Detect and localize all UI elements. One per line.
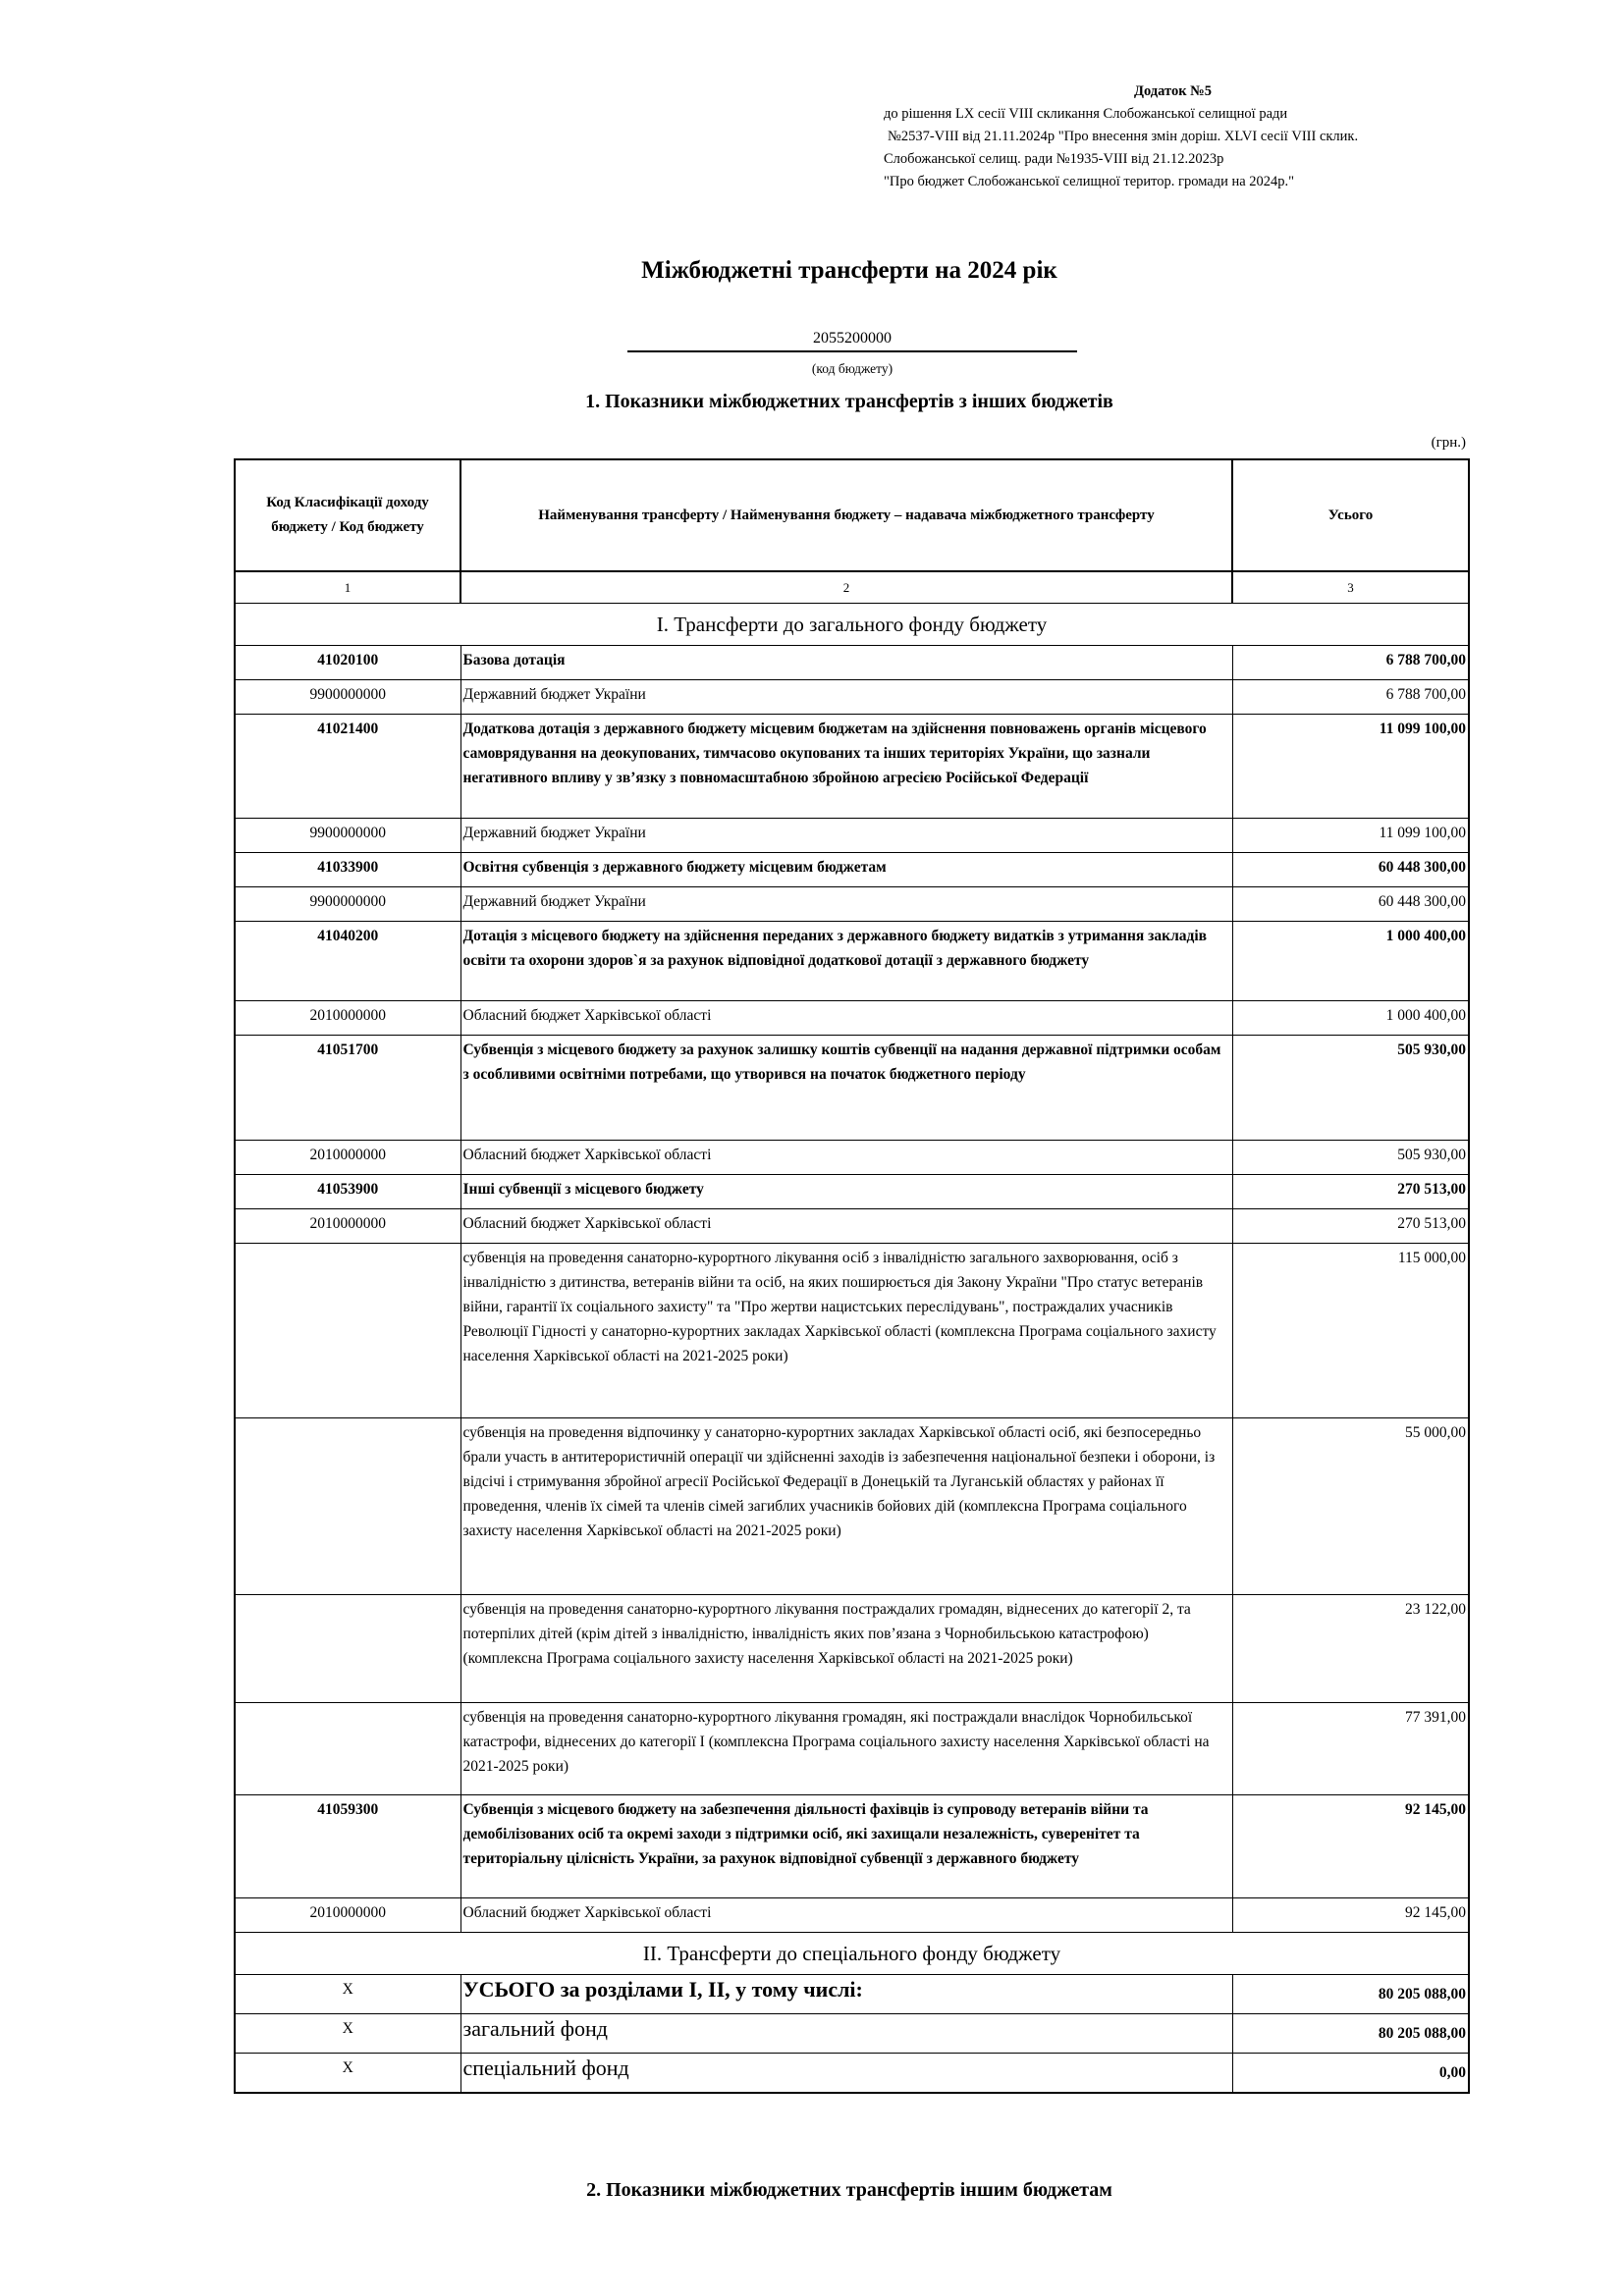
table-row (235, 1209, 1469, 1244)
appendix-number: Додаток №5 (1134, 83, 1212, 99)
transfer-code: 41020100 (235, 646, 460, 680)
table-row (235, 1703, 1469, 1795)
table-row (235, 887, 1469, 922)
column-number: 2 (460, 571, 1232, 604)
decision-reference-line: Слобожанської селищ. ради №1935-VIII від 21.12.2023р (884, 151, 1224, 167)
transfer-amount: 92 145,00 (1232, 1898, 1469, 1933)
transfers-table (234, 458, 1470, 2094)
transfer-amount: 60 448 300,00 (1232, 887, 1469, 922)
column-number: 1 (235, 571, 460, 604)
section-special-title: ІІ. Трансферти до спеціального фонду бюджету (235, 1933, 1469, 1975)
budget-code: 2055200000 (627, 330, 1077, 352)
transfer-amount: 11 099 100,00 (1232, 715, 1469, 819)
table-row (235, 853, 1469, 887)
table-row (235, 1036, 1469, 1141)
transfer-name: Інші субвенції з місцевого бюджету (460, 1175, 1232, 1209)
transfer-code (235, 1418, 460, 1595)
transfer-name: Обласний бюджет Харківської області (460, 1141, 1232, 1175)
transfer-code (235, 1703, 460, 1795)
table-row (235, 819, 1469, 853)
transfer-name: Додаткова дотація з державного бюджету місцевим бюджетам на здійснення повноважень органів місцевого самоврядування на деокупованих, тимчасово окупованих та інших територіях України, що зазнали негативного впливу у зв’язку з повномасштабною збройною агресією Російської Федерації (460, 715, 1232, 819)
transfer-name: Дотація з місцевого бюджету на здійснення переданих з державного бюджету видатків з утримання закладів освіти та охорони здоров`я за рахунок відповідної додаткової дотації з державного бюджету (460, 922, 1232, 1001)
transfer-name: субвенція на проведення санаторно-курортного лікування осіб з інвалідністю загального захворювання, осіб з інвалідністю з дитинства, ветеранів війни та осіб, на яких поширюється дія Закону України "Про статус ветеранів війни, гарантії їх соціального захисту" та "Про жертви нацистських переслідувань", постраждалих учасників Революції Гідності у санаторно-курортних закладах Харківської області (комплексна Програма соціального захисту населення Харківської області на 2021-2025 роки) (460, 1244, 1232, 1418)
transfer-amount: 115 000,00 (1232, 1244, 1469, 1418)
document-header (884, 80, 1571, 193)
transfer-amount: 55 000,00 (1232, 1418, 1469, 1595)
transfer-amount: 505 930,00 (1232, 1141, 1469, 1175)
transfer-code: 41051700 (235, 1036, 460, 1141)
transfer-name: Обласний бюджет Харківської області (460, 1898, 1232, 1933)
transfer-name: субвенція на проведення санаторно-курортного лікування постраждалих громадян, віднесених до категорії 2, та потерпілих дітей (крім дітей з інвалідністю, інвалідність яких пов’язана з Чорнобильською катастрофою) (комплексна Програма соціального захисту населення Харківської області на 2021-2025 роки) (460, 1595, 1232, 1703)
transfer-amount: 0,00 (1232, 2054, 1469, 2094)
table-row (235, 1175, 1469, 1209)
table-row (235, 2014, 1469, 2054)
transfer-name: УСЬОГО за розділами І, ІІ, у тому числі: (460, 1975, 1232, 2014)
table-row (235, 2054, 1469, 2094)
transfer-name: Субвенція з місцевого бюджету за рахунок залишку коштів субвенції на надання державної підтримки особам з особливими освітніми потребами, що утворився на початок бюджетного періоду (460, 1036, 1232, 1141)
transfer-amount: 1 000 400,00 (1232, 922, 1469, 1001)
table-row (235, 1975, 1469, 2014)
decision-number-line: №2537-VIII від 21.11.2024р "Про внесення змін доріш. XLVI сесії VIII склик. (888, 129, 1359, 144)
transfer-code: Х (235, 2014, 460, 2054)
transfer-code: 9900000000 (235, 887, 460, 922)
table-row (235, 680, 1469, 715)
transfer-amount: 80 205 088,00 (1232, 1975, 1469, 2014)
table-row (235, 922, 1469, 1001)
transfer-amount: 60 448 300,00 (1232, 853, 1469, 887)
transfer-code: 2010000000 (235, 1141, 460, 1175)
transfer-amount: 23 122,00 (1232, 1595, 1469, 1703)
section1-title: 1. Показники міжбюджетних трансфертів з інших бюджетів (585, 391, 1113, 412)
transfer-amount: 270 513,00 (1232, 1209, 1469, 1244)
section-special-row (235, 1933, 1469, 1975)
transfer-amount: 77 391,00 (1232, 1703, 1469, 1795)
transfer-name: загальний фонд (460, 2014, 1232, 2054)
section-general-row (235, 604, 1469, 646)
transfer-name: Обласний бюджет Харківської області (460, 1001, 1232, 1036)
column-header-name: Найменування трансферту / Найменування бюджету – надавача міжбюджетного трансферту (460, 459, 1232, 571)
column-numbers-row (235, 571, 1469, 604)
transfer-name: Державний бюджет України (460, 680, 1232, 715)
table-row (235, 1898, 1469, 1933)
transfer-code: 41053900 (235, 1175, 460, 1209)
budget-code-label: (код бюджету) (811, 361, 893, 376)
transfer-code: 41033900 (235, 853, 460, 887)
decision-subject-line: "Про бюджет Слобожанської селищної територ. громади на 2024р." (884, 174, 1295, 189)
transfer-amount: 6 788 700,00 (1232, 646, 1469, 680)
column-header-code: Код Класифікації доходу бюджету / Код бюджету (235, 459, 460, 571)
transfer-amount: 80 205 088,00 (1232, 2014, 1469, 2054)
transfer-code: Х (235, 1975, 460, 2014)
table-row (235, 715, 1469, 819)
transfer-name: Державний бюджет України (460, 819, 1232, 853)
table-row (235, 1418, 1469, 1595)
transfer-code: 2010000000 (235, 1001, 460, 1036)
transfer-amount: 11 099 100,00 (1232, 819, 1469, 853)
transfer-amount: 92 145,00 (1232, 1795, 1469, 1898)
transfer-name: субвенція на проведення відпочинку у санаторно-курортних закладах Харківської області осіб, які безпосередньо брали участь в антитерористичній операції чи здійсненні заходів із забезпечення національної безпеки і оборони, із відсічі і стримування збройної агресії Російської Федерації в Донецькій та Луганській областях у районах її проведення, членів їх сімей та членів сімей загиблих учасників бойових дій (комплексна Програма соціального захисту населення Харківської області на 2021-2025 роки) (460, 1418, 1232, 1595)
column-number: 3 (1232, 571, 1469, 604)
table-row (235, 1795, 1469, 1898)
table-row (235, 1595, 1469, 1703)
transfer-name: Субвенція з місцевого бюджету на забезпечення діяльності фахівців із супроводу ветеранів війни та демобілізованих осіб та окремі заходи з підтримки осіб, які захищали незалежність, суверенітет та територіальну цілісність України, за рахунок відповідної субвенції з державного бюджету (460, 1795, 1232, 1898)
transfer-code: 41040200 (235, 922, 460, 1001)
transfer-name: Освітня субвенція з державного бюджету місцевим бюджетам (460, 853, 1232, 887)
transfer-code: 9900000000 (235, 680, 460, 715)
transfer-amount: 6 788 700,00 (1232, 680, 1469, 715)
table-row (235, 1141, 1469, 1175)
transfer-code: 41021400 (235, 715, 460, 819)
column-header-total: Усього (1232, 459, 1469, 571)
transfer-code: 41059300 (235, 1795, 460, 1898)
transfer-code: Х (235, 2054, 460, 2094)
decision-line: до рішення LX сесії VIII скликання Слобожанської селищної ради (884, 106, 1288, 122)
transfer-amount: 270 513,00 (1232, 1175, 1469, 1209)
transfer-name: спеціальний фонд (460, 2054, 1232, 2094)
table-row (235, 1244, 1469, 1418)
transfer-code (235, 1244, 460, 1418)
transfer-name: Базова дотація (460, 646, 1232, 680)
table-header-row (235, 459, 1469, 571)
transfer-code: 2010000000 (235, 1898, 460, 1933)
transfer-code: 2010000000 (235, 1209, 460, 1244)
section2-title: 2. Показники міжбюджетних трансфертів іншим бюджетам (586, 2179, 1112, 2201)
section-general-title: І. Трансферти до загального фонду бюджету (235, 604, 1469, 646)
transfer-name: Обласний бюджет Харківської області (460, 1209, 1232, 1244)
unit-label: (грн.) (1431, 435, 1466, 451)
transfer-code: 9900000000 (235, 819, 460, 853)
transfer-name: Державний бюджет України (460, 887, 1232, 922)
page-title: Міжбюджетні трансферти на 2024 рік (641, 257, 1057, 284)
table-row (235, 646, 1469, 680)
transfer-amount: 505 930,00 (1232, 1036, 1469, 1141)
table-row (235, 1001, 1469, 1036)
transfer-amount: 1 000 400,00 (1232, 1001, 1469, 1036)
transfer-code (235, 1595, 460, 1703)
transfer-name: субвенція на проведення санаторно-курортного лікування громадян, які постраждали внаслідок Чорнобильської катастрофи, віднесених до категорії І (комплексна Програма соціального захисту населення Харківської області на 2021-2025 роки) (460, 1703, 1232, 1795)
